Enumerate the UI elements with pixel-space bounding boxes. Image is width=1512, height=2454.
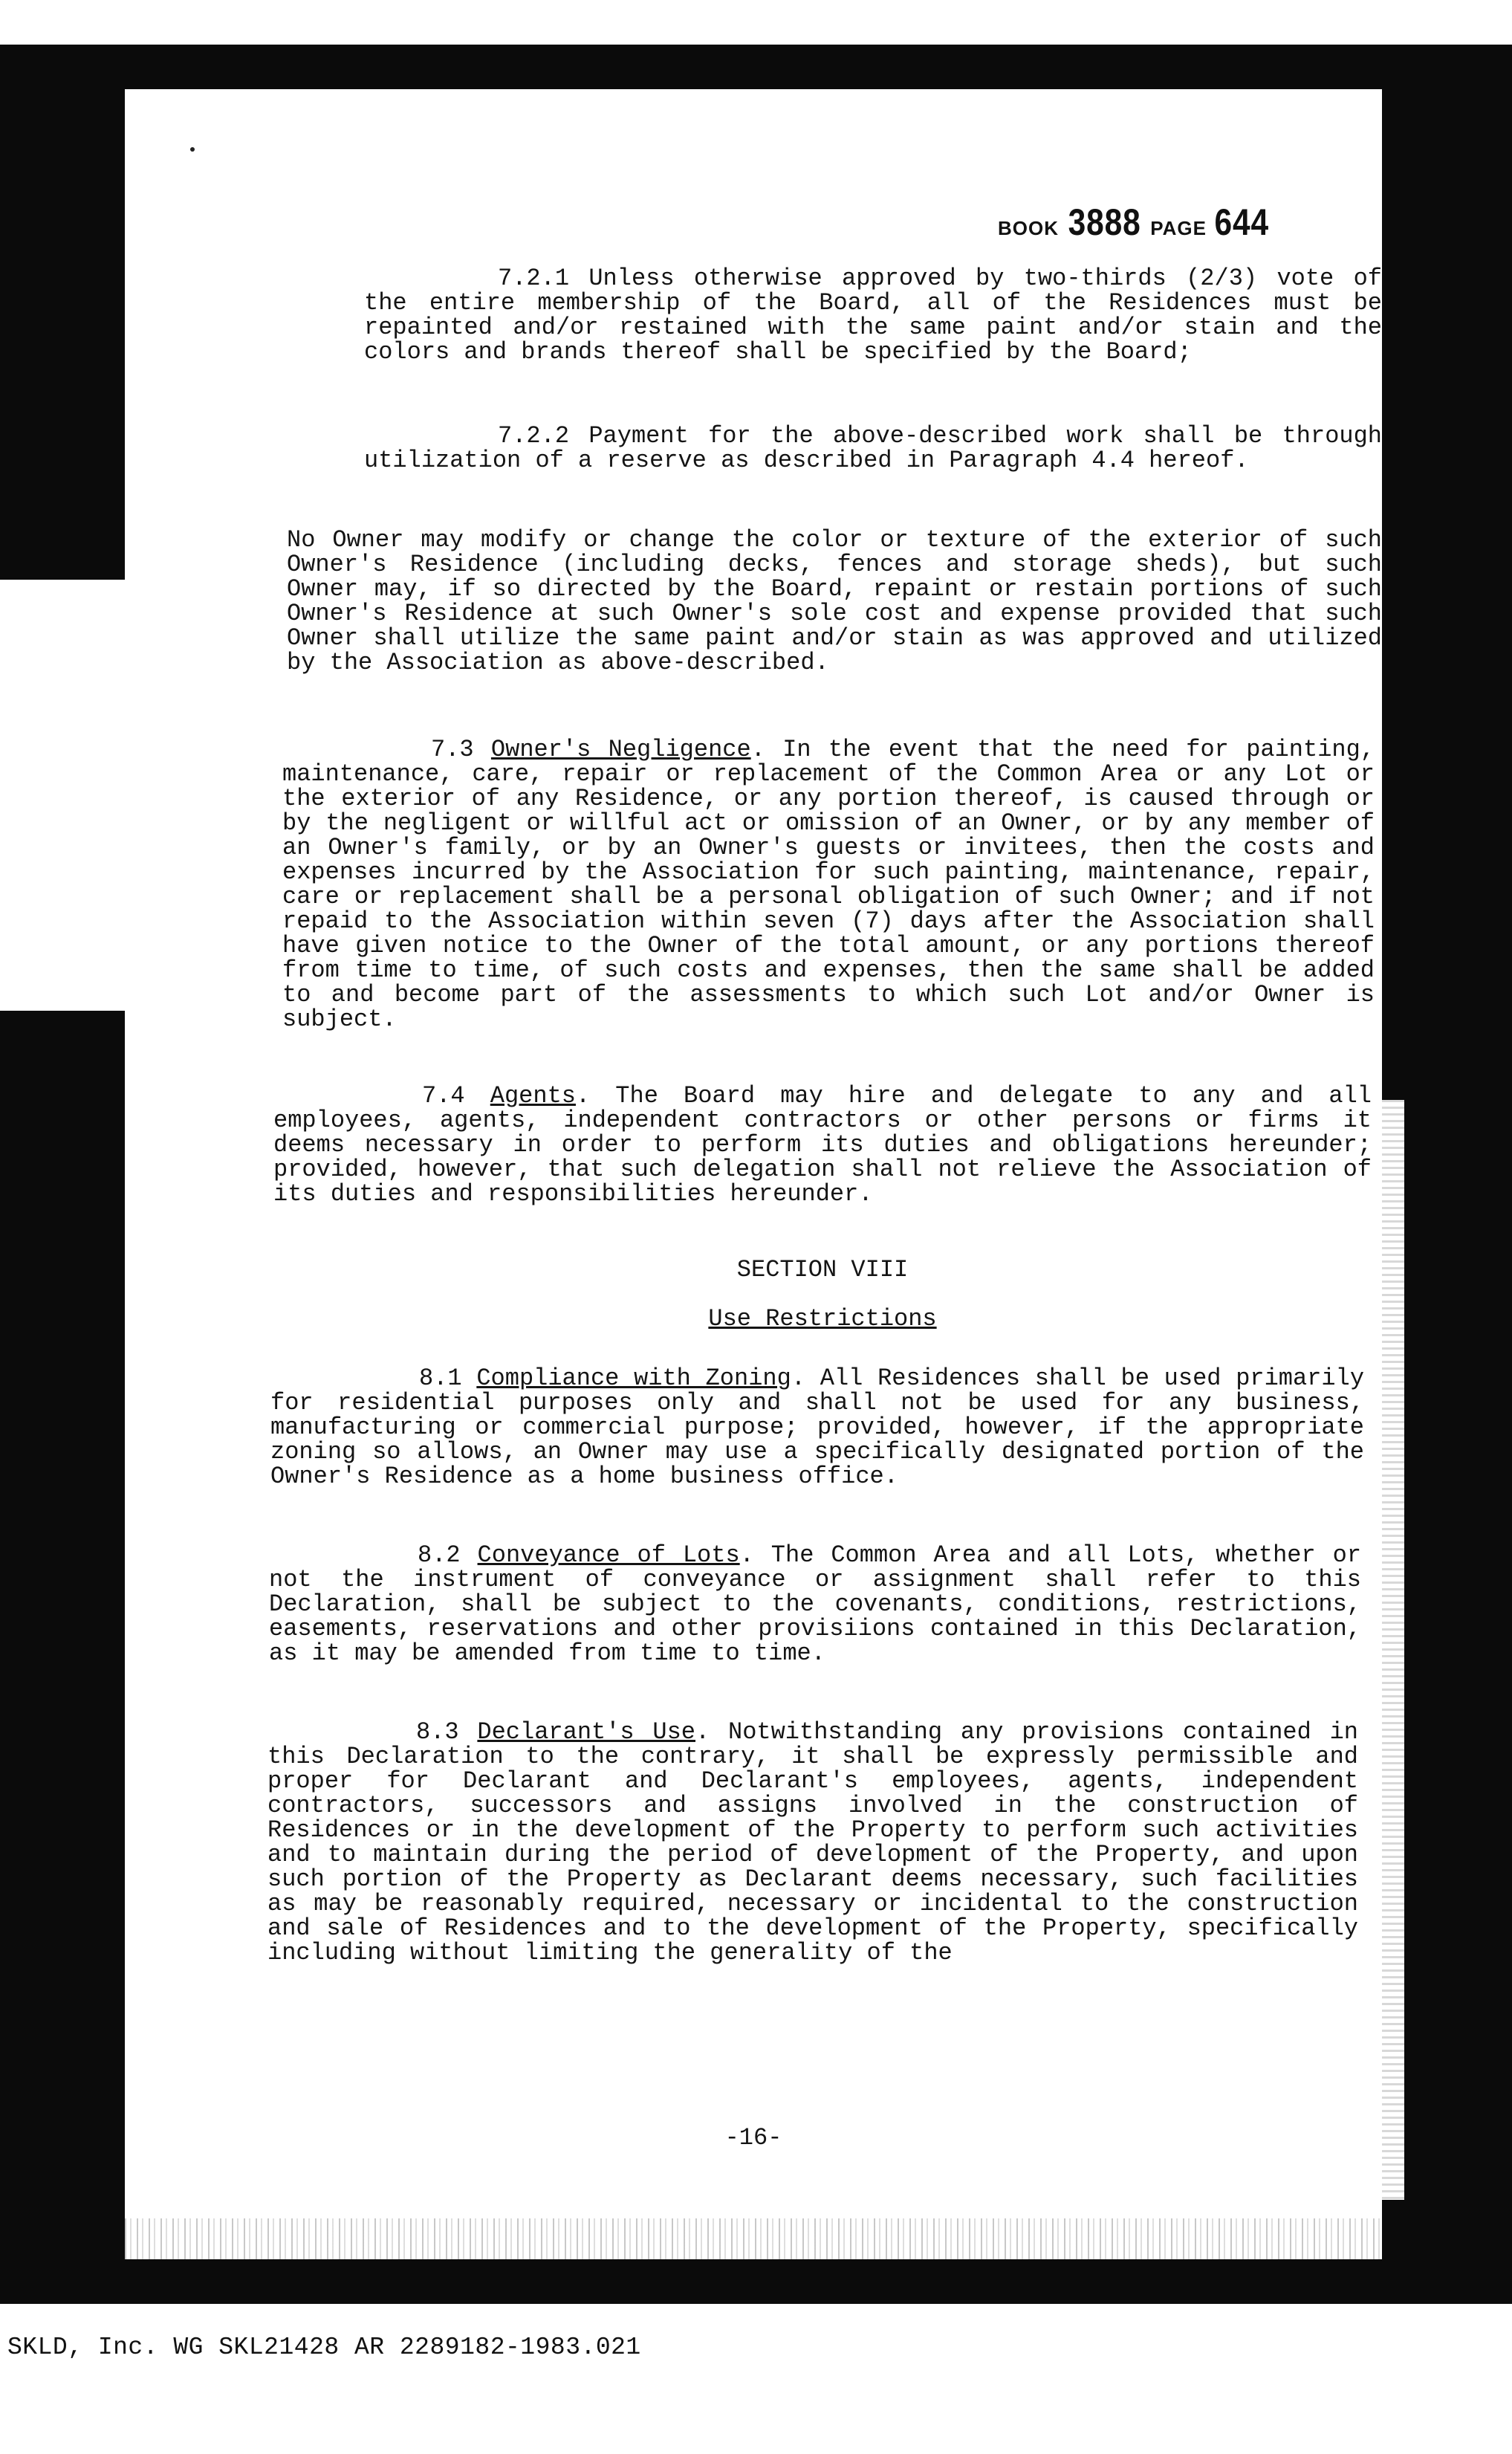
scan-border-top [0,45,1512,89]
paragraph-7-4-body: . The Board may hire and delegate to any and all employees, agents, independent contractors or other persons or firms it deems necessary in order to perform its duties and obligations hereunder; provided, however, that such delegation shall not relieve the Association of its duties and responsibilities hereunder. [273,1082,1372,1208]
paragraph-7-4 [273,1084,1372,1206]
document-footer: SKLD, Inc. WG SKL21428 AR 2289182-1983.021 [7,2334,641,2361]
paragraph-8-1-number: 8.1 [419,1364,462,1392]
scan-border-left [0,45,125,2304]
paragraph-7-2-2: 7.2.2 Payment for the above-described work shall be through utilization of a reserve as described in Paragraph 4.4 hereof. [364,422,1382,474]
scan-border-notch [0,580,125,1011]
paragraph-7-2-1-block [364,266,1382,364]
paragraph-7-3-number: 7.3 [431,736,474,763]
paragraph-7-3-block [282,737,1375,1032]
section-heading: SECTION VIII [736,1256,909,1283]
paragraph-7-3-title: Owner's Negligence [490,736,751,763]
scan-noise-strip [125,2218,1382,2259]
scan-border-bottom [0,2259,1512,2304]
book-number: 3888 [1068,201,1141,243]
paragraph-7-3-body: . In the event that the need for painting, maintenance, care, repair or replacement of the Common Area or any Lot or the exterior of any Residence, or any portion thereof, is caused through or by the negligent or willful act or omission of an Owner, or by any member of an Owner's family, or by an Owner's guests or invitees, then the costs and expenses incurred by the Association for such painting, maintenance, repair, care or replacement shall be a personal obligation of such Owner; and if not repaid to the Association within seven (7) days after the Association shall have given notice to the Owner of the total amount, or any portions thereof from time to time, of such costs and expenses, then the same shall be added to and become part of the assessments to which such Lot and/or Owner is subject. [282,736,1375,1033]
paragraph-7-2-2-block [364,424,1382,473]
paragraph-7-4-title: Agents [490,1082,576,1110]
paragraph-8-2-title: Conveyance of Lots [477,1541,740,1569]
page-number-block [125,2126,1382,2150]
paragraph-8-3-body: . Notwithstanding any provisions contained in this Declaration to the contrary, it shall be expressly permissible and proper for Declarant and Declarant's employees, agents, independent contractors, successors and assigns involved in the construction of Residences or in the development of the Property to perform such activities and to maintain during the period of development of the Property, and upon such portion of the Property as Declarant deems necessary, such facilities as may be reasonably required, necessary or incidental to the construction and sale of Residences and to the development of the Property, specifically including without limiting the generality of the [267,1718,1359,1966]
paragraph-7-2-1: 7.2.1 Unless otherwise approved by two-thirds (2/3) vote of the entire membership of the Board, all of the Residences must be repainted and/or restained with the same paint and/or stain and the colors and brands thereof shall be specified by the Board; [364,265,1382,366]
section-subheading: Use Restrictions [708,1305,937,1333]
paragraph-8-3-block [267,1720,1358,1965]
paragraph-8-3-number: 8.3 [416,1718,459,1746]
paragraph-7-4-block [273,1084,1372,1206]
paragraph-8-3-title: Declarant's Use [477,1718,696,1746]
book-label: BOOK [998,217,1059,239]
section-heading-block [273,1257,1372,1282]
paragraph-8-2 [269,1543,1361,1665]
page-label: PAGE [1150,217,1207,239]
page-number-stamp: 644 [1214,201,1269,243]
scan-edge-strip [1382,1100,1404,2200]
paragraph-8-3 [267,1720,1358,1965]
paragraph-7-4-number: 7.4 [422,1082,465,1110]
paragraph-8-2-block [269,1543,1361,1665]
paragraph-no-owner-block [287,528,1382,675]
paragraph-8-2-number: 8.2 [418,1541,461,1569]
paragraph-7-3 [282,737,1375,1032]
paragraph-8-1-title: Compliance with Zoning [476,1364,791,1392]
paragraph-8-1-body: . All Residences shall be used primarily for residential purposes only and shall not be used for any business, manufacturing or commercial purpose; provided, however, if the appropriate zoning so allows, an Owner may use a specifically designated portion of the Owner's Residence as a home business office. [270,1364,1365,1490]
section-subheading-block [273,1307,1372,1331]
document-page [125,89,1382,2259]
page-number: -16- [724,2124,782,2152]
paragraph-8-2-body: . The Common Area and all Lots, whether or not the instrument of conveyance or assignment shall refer to this Declaration, shall be subject to the covenants, conditions, restrictions, easements, reservations and other provisiions contained in this Declaration, as it may be amended from time to time. [269,1541,1362,1667]
book-page-stamp [998,201,1273,244]
paragraph-8-1-block [270,1366,1364,1489]
scan-speck [190,147,195,152]
paragraph-8-1 [270,1366,1364,1489]
paragraph-no-owner: No Owner may modify or change the color or texture of the exterior of such Owner's Residence (including decks, fences and storage sheds), but such Owner may, if so directed by the Board, repaint or restain portions of such Owner's Residence at such Owner's sole cost and expense provided that such Owner shall utilize the same paint and/or stain as was approved and utilized by the Association as above-described. [287,526,1382,676]
